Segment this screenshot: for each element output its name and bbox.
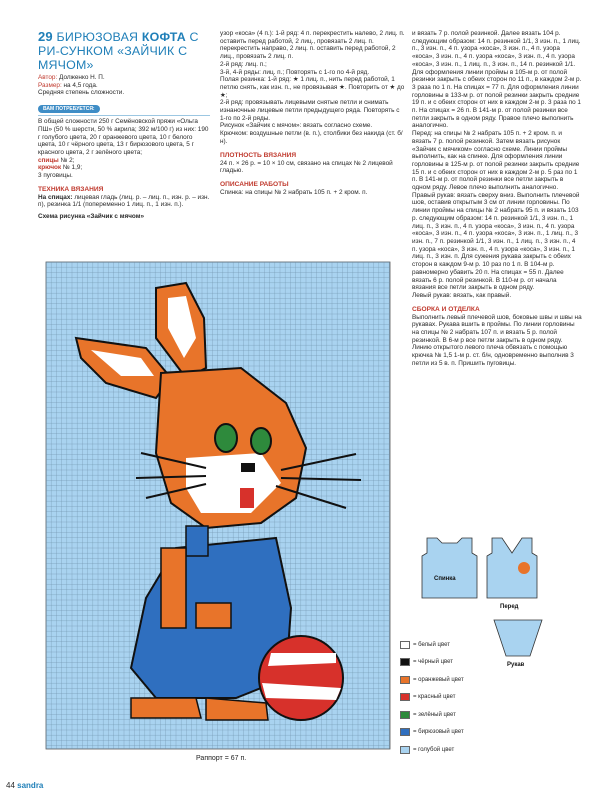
legend-swatch: [400, 676, 410, 684]
foot-left: [131, 698, 201, 718]
sleeve-label: Рукав: [507, 662, 525, 668]
legend-item: [400, 636, 510, 654]
chart-note: Рисунок «Зайчик с мячом»: вязать согласно схеме.: [220, 122, 373, 130]
legend-label: = голубой цвет: [413, 746, 455, 753]
front-scheme: [487, 538, 537, 610]
title-part1: БИРЮЗОВАЯ: [56, 30, 142, 44]
arm: [161, 548, 186, 628]
difficulty-line: Средняя степень сложности.: [38, 89, 125, 97]
assembly-heading: СБОРКА И ОТДЕЛКА: [412, 305, 480, 313]
front-label: Перед: [500, 604, 519, 610]
legend-label: = зелёный цвет: [413, 711, 456, 718]
page-footer: [6, 781, 43, 790]
pattern-number: 29: [38, 29, 53, 44]
size-line: Размер: на 4,5 года.: [38, 81, 98, 89]
title-part2: С РИ-СУНКОМ «ЗАЙЧИК С МЯЧОМ»: [38, 30, 199, 72]
legend-label: = белый цвет: [413, 641, 450, 648]
legend-item: [400, 741, 510, 759]
density-heading: ПЛОТНОСТЬ ВЯЗАНИЯ: [220, 151, 297, 159]
spokes-line: спицы № 2;: [38, 156, 75, 164]
chart-caption: Схема рисунка «Зайчик с мячом»: [38, 213, 145, 221]
legend-label: = красный цвет: [413, 694, 456, 701]
technique-text: На спицах: лицевая гладь (лиц. р. – лиц. п., изн. р. – изн. п), резинка 1/1 (попеременно 1 лиц. п., 1 изн. п.).: [38, 193, 210, 209]
tongue: [240, 488, 254, 508]
hook-note: Крючком: воздушные петли (в. п.), столбики без накида (ст. б/н).: [220, 130, 403, 145]
legend-item: [400, 654, 510, 672]
legend-item: [400, 671, 510, 689]
left-eye: [215, 424, 237, 452]
hand: [196, 603, 231, 628]
page-title: [38, 30, 210, 72]
page-number: 44: [6, 781, 15, 790]
knitting-chart: [36, 258, 406, 763]
legend-swatch: [400, 711, 410, 719]
back-label: Спинка: [434, 576, 456, 582]
middle-column: [220, 30, 405, 197]
pattern-row2: 2-й ряд: лиц. п.;: [220, 60, 267, 68]
right-sleeve-text: Правый рукав: вязать сверху вниз. Выполнить плечевой шов, оставив открытым 3 см от линии горловины. По линии проймы на спицы № 2 набрать 95 п. и вязать 103 р. следующим образом: 14 п. резинкой 1/1, 3 изн. п., 1 лиц. п., 3 изн. п., 4 п. узора «коса», 3 изн. п., 4 п. узора «коса», 3 изн. п., 4 п. узора «коса», 3 изн. п., 1 лиц. п., 3 изн. п., 7 п. резинкой 1/1, 3 изн. п., 1 лиц. п., 3 изн. п., 4 п. узора «коса», 3 изн. п., 4 п. узора «коса», 3 изн. п., 1 лиц. п., 3 изн. п. Для сужения рукава закрыть с обеих сторон в каждом 9-м р. 10 раз по 1 п. В 104-м р. равномерно убавить 20 п. На спицах = 55 п. Далее вязать 6 р. полой резинкой. В 110-м р. от начала вязания все петли закрыть в одном ряду.: [412, 191, 580, 292]
legend-swatch: [400, 746, 410, 754]
back-continued: и вязать 7 р. полой резинкой. Далее вязать 104 р. следующим образом: 14 п. резинкой 1/1, 3 изн. п., 1 лиц. п., 3 изн. п., 4 п. узора «коса», 3 изн. п., 4 п. узора «коса», 3 изн. п., 4 п. узора «коса», 3 изн. п., 4 п. узора «коса», 3 изн. п., 1 лиц. п., 3 изн. п., 14 п. резинкой 1/1. Для оформления линии проймы в 105-м р. от полой резинки закрыть с обеих сторон по 11 п., в каждом 2-м р. 3 раза по 1 п. На спицах = 77 п. Для оформления линии горловины в 133-м р. от полой резинки закрыть средние 19 п. и с обеих сторон от них в каждом 2-м р. 3 раза по 1 п. На спицах = 26 п. В 141-м р. от полой резинки все петли закрыть в одном ряду. Правое плечо выполнить аналогично.: [412, 30, 582, 130]
technique-heading: ТЕХНИКА ВЯЗАНИЯ: [38, 185, 104, 193]
pattern-row34: 3-й, 4-й ряды: лиц. п.; Повторять с 1-го по 4-й ряд.: [220, 68, 370, 76]
need-badge: ВАМ ПОТРЕБУЕТСЯ:: [38, 105, 100, 113]
legend-item: [400, 724, 510, 742]
legend-swatch: [400, 693, 410, 701]
density-text: 24 п. × 26 р. = 10 × 10 см, связано на спицах № 2 лицевой гладью.: [220, 159, 393, 175]
color-legend: [400, 636, 510, 759]
materials-block: [38, 115, 210, 180]
back-text: Спинка: на спицы № 2 набрать 105 п. + 2 кром. п.: [220, 188, 368, 196]
magazine-brand: sandra: [17, 781, 44, 790]
pattern-braid: узор «коса» (4 п.): 1-й ряд: 4 п. перекрестить налево, 2 лиц. п. оставить перед работой, 2 лиц., провязать 2 лиц. п. перекрестить направо, 2 лиц. п. оставить перед работой, 2 лиц., провязать 2 лиц. п.: [220, 30, 405, 61]
work-heading: ОПИСАНИЕ РАБОТЫ: [220, 180, 289, 188]
yarn-text: В общей сложности 250 г Семёновской пряжи «Ольга ПШ» (50 % шерсти, 50 % акрила; 392 м/100 г) из них: 190 г голубого цвета, 20 г оранжевого цвета, 10 г белого цвета, 10 г чёрного цвета, 13 г бирюзового цвета, 5 г красного цвета, 2 г зелёного цвета;: [38, 118, 209, 156]
ball: [259, 636, 343, 720]
legend-label: = оранжевый цвет: [413, 676, 464, 683]
rapport-label: Раппорт = 67 п.: [196, 755, 247, 762]
buttons-line: 3 пуговицы.: [38, 172, 73, 180]
right-eye: [251, 428, 271, 454]
front-text: Перед: на спицы № 2 набрать 105 п. + 2 кром. п. и вязать 7 р. полой резинкой. Затем вязать рисунок «Зайчик с мячиком» согласно схеме. Линии проймы выполнить, как на спинке. Для оформления линии горловины в 125-м р. от полой резинки закрыть средние 15 п. и с обеих сторон от них в каждом 2-м р. 5 раз по 1 п. В 141-м р. от полой резинки все петли закрыть в одном ряду. Левое плечо выполнить аналогично.: [412, 130, 580, 192]
legend-swatch: [400, 728, 410, 736]
title-bold: КОФТА: [141, 30, 186, 44]
half-rib: Полая резинка: 1-й ряд: ★ 1 лиц. п., нить перед работой, 1 петлю снять, как изн. п., не провязывая ★. Повторить от ★ до ★;: [220, 76, 405, 99]
left-column: [38, 30, 210, 221]
overalls-strap: [186, 526, 208, 556]
legend-swatch: [400, 641, 410, 649]
nose: [241, 463, 255, 472]
half-rib-row2: 2-й ряд: провязывать лицевыми снятые петли и снимать изнаночные лицевые петли предыдущего ряда. Повторять с 1-го по 2-й ряды.: [220, 99, 400, 122]
back-scheme: [422, 538, 477, 598]
legend-item: [400, 689, 510, 707]
hook-line: крючок № 1,9;: [38, 164, 83, 172]
legend-label: = бирюзовый цвет: [413, 729, 464, 736]
right-column: [412, 30, 582, 368]
legend-item: [400, 706, 510, 724]
left-sleeve-text: Левый рукав: вязать, как правый.: [412, 291, 512, 299]
legend-swatch: [400, 658, 410, 666]
assembly-text: Выполнить левый плечевой шов, боковые швы и швы на рукавах. Рукава вшить в проймы. По линии горловины на спицы № 2 набрать 107 п. и вязать 5 р. полой резинкой. В 6-м р все петли закрыть в одном ряду. Линию открытого левого плеча обвязать с помощью крючка № 1,5 1-м р. ст. б/н, одновременно выполнив 3 петли из 5 в. п. Пришить пуговицы.: [412, 313, 582, 367]
author-line: Автор: Долженко Н. П.: [38, 74, 105, 81]
legend-label: = чёрный цвет: [413, 659, 454, 666]
